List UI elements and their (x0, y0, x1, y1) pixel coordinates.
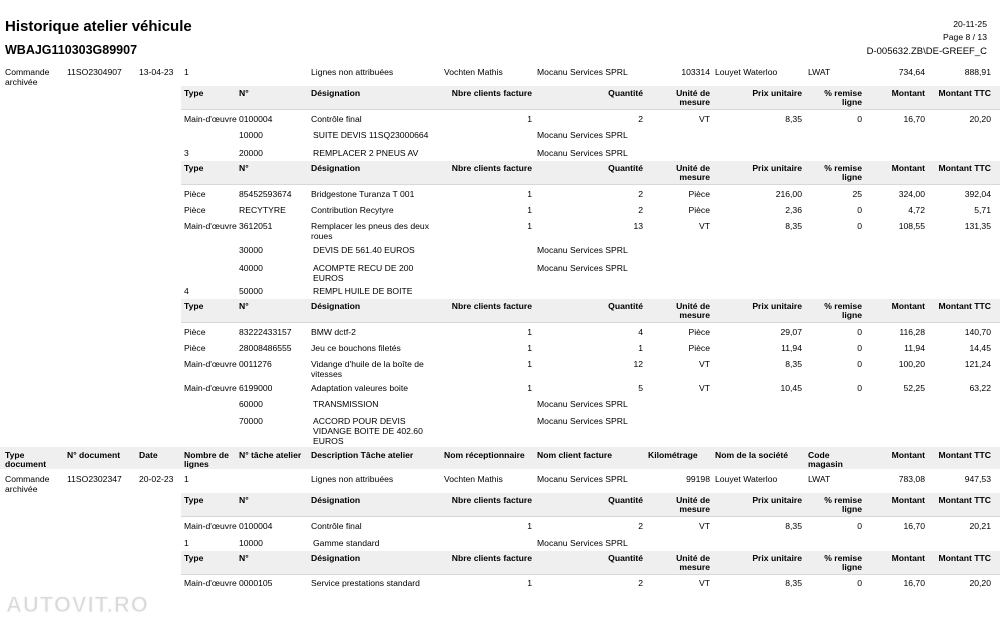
item-amount-incl-tax: 140,70 (964, 327, 991, 337)
item-quantity: 2 (638, 114, 643, 124)
col-header-amount-incl-tax: Montant TTC (938, 301, 991, 311)
col-header-quantity: Quantité (608, 301, 643, 311)
col-header-amount: Montant (891, 88, 925, 98)
item-unit-price: 8,35 (785, 359, 802, 369)
task-description: Lignes non attribuées (311, 67, 394, 77)
task-number: 1 (184, 538, 189, 548)
line-number: 30000 (239, 245, 263, 255)
col-header-amount-incl-tax: Montant TTC (938, 495, 991, 505)
item-unit: VT (699, 221, 710, 231)
line-number: 50000 (239, 286, 263, 296)
item-amount: 108,55 (898, 221, 925, 231)
item-client-count: 1 (527, 383, 532, 393)
item-amount-incl-tax: 5,71 (974, 205, 991, 215)
item-amount: 4,72 (908, 205, 925, 215)
col-header-discount-2: ligne (841, 562, 862, 572)
col-header-discount: % remise (824, 553, 862, 563)
header-separator (181, 516, 1000, 517)
invoice-client-name: Mocanu Services SPRL (537, 399, 628, 409)
item-designation: Remplacer les pneus des deux roues (311, 221, 429, 241)
item-amount: 100,20 (898, 359, 925, 369)
amount: 734,64 (898, 67, 925, 77)
item-designation: BMW dctf-2 (311, 327, 356, 337)
company-name: Louyet Waterloo (715, 474, 778, 484)
invoice-client-name: Mocanu Services SPRL (537, 474, 628, 484)
comment-text: TRANSMISSION (313, 399, 379, 409)
document-reference: D-005632.ZB\DE-GREEF_C (866, 46, 987, 57)
line-number: 70000 (239, 416, 263, 426)
item-header-band (181, 551, 1000, 574)
comment-text: SUITE DEVIS 11SQ23000664 (313, 130, 429, 140)
task-text: Gamme standard (313, 538, 380, 548)
item-amount: 16,70 (903, 114, 925, 124)
col-header-designation: Désignation (311, 163, 361, 173)
col-header-amount: Montant (891, 553, 925, 563)
line-number: 10000 (239, 130, 263, 140)
item-unit-price: 8,35 (785, 521, 802, 531)
mileage: 99198 (686, 474, 710, 484)
item-amount-incl-tax: 20,20 (969, 578, 991, 588)
col-header-type: Type (184, 301, 204, 311)
col-header-discount: % remise (824, 88, 862, 98)
doc-line-count: 1 (184, 67, 189, 77)
item-client-count: 1 (527, 189, 532, 199)
col-header-type: Type (184, 88, 204, 98)
item-amount-incl-tax: 392,04 (964, 189, 991, 199)
item-unit-price: 10,45 (780, 383, 802, 393)
item-amount-incl-tax: 20,21 (969, 521, 991, 531)
doc-line-count: 1 (184, 474, 189, 484)
invoice-client-name: Mocanu Services SPRL (537, 130, 628, 140)
item-designation: Jeu ce bouchons filetés (311, 343, 401, 353)
task-text: REMPL HUILE DE BOITE (313, 286, 413, 296)
item-number: RECYTYRE (239, 205, 286, 215)
item-amount-incl-tax: 20,20 (969, 114, 991, 124)
col-header-unit-2: mesure (679, 310, 710, 320)
col-header-company: Nom de la société (715, 450, 789, 460)
amount-incl-tax: 888,91 (964, 67, 991, 77)
col-header-number: N° (239, 495, 249, 505)
col-header-unit-2: mesure (679, 172, 710, 182)
col-header-discount: % remise (824, 163, 862, 173)
col-header-type: Type (184, 163, 204, 173)
invoice-client-name: Mocanu Services SPRL (537, 148, 628, 158)
item-quantity: 2 (638, 578, 643, 588)
item-type: Main-d'œuvre (184, 221, 237, 231)
item-header-band (181, 299, 1000, 322)
comment-text: ACCORD POUR DEVIS VIDANGE BOITE DE 402.60 EUROS (313, 416, 423, 446)
col-header-date: Date (139, 450, 158, 460)
col-header-discount-2: ligne (841, 504, 862, 514)
item-type: Pièce (184, 189, 206, 199)
item-amount: 116,28 (899, 327, 925, 337)
receptionist-name: Vochten Mathis (444, 474, 503, 484)
col-header-store-code-2: magasin (808, 459, 843, 469)
item-type: Main-d'œuvre (184, 114, 237, 124)
col-header-discount-2: ligne (841, 172, 862, 182)
item-client-count: 1 (527, 521, 532, 531)
col-header-quantity: Quantité (608, 88, 643, 98)
col-header-unit: Unité de (676, 163, 710, 173)
col-header-line-count-2: lignes (184, 459, 209, 469)
doc-type: Commande archivée (5, 474, 50, 494)
print-date: 20-11-25 (953, 19, 987, 29)
col-header-unit: Unité de (676, 553, 710, 563)
col-header-unit-price: Prix unitaire (752, 163, 802, 173)
item-discount: 0 (857, 359, 862, 369)
header-separator (181, 109, 1000, 110)
item-number: 28008486555 (239, 343, 292, 353)
col-header-number: N° (239, 301, 249, 311)
item-unit-price: 8,35 (785, 114, 802, 124)
doc-type: Commande archivée (5, 67, 50, 87)
col-header-task-description: Description Tâche atelier (311, 450, 414, 460)
amount: 783,08 (898, 474, 925, 484)
item-number: 0000105 (239, 578, 273, 588)
col-header-store-code: Code (808, 450, 830, 460)
line-number: 40000 (239, 263, 263, 273)
item-discount: 0 (857, 383, 862, 393)
item-unit: Pièce (688, 205, 710, 215)
col-header-quantity: Quantité (608, 163, 643, 173)
item-client-count: 1 (527, 205, 532, 215)
invoice-client-name: Mocanu Services SPRL (537, 67, 628, 77)
item-type: Main-d'œuvre (184, 521, 237, 531)
item-quantity: 5 (638, 383, 643, 393)
item-unit: VT (699, 114, 710, 124)
line-number: 10000 (239, 538, 263, 548)
col-header-discount-2: ligne (841, 310, 862, 320)
col-header-unit: Unité de (676, 301, 710, 311)
col-header-number: N° (239, 163, 249, 173)
task-number: 4 (184, 286, 189, 296)
item-quantity: 2 (638, 521, 643, 531)
item-unit: VT (699, 578, 710, 588)
col-header-type: Type (184, 553, 204, 563)
col-header-discount: % remise (824, 495, 862, 505)
item-number: 0100004 (239, 114, 273, 124)
item-discount: 0 (857, 327, 862, 337)
invoice-client-name: Mocanu Services SPRL (537, 263, 628, 273)
watermark-logo: AUTOVIT.RO (6, 592, 149, 617)
item-amount: 52,25 (903, 383, 925, 393)
item-client-count: 1 (527, 359, 532, 369)
col-header-client-count: Nbre clients facture (451, 301, 532, 311)
col-header-unit-price: Prix unitaire (752, 553, 802, 563)
item-unit-price: 11,94 (781, 343, 802, 353)
item-discount: 0 (857, 521, 862, 531)
col-header-number: N° (239, 88, 249, 98)
item-quantity: 12 (633, 359, 643, 369)
item-quantity: 13 (633, 221, 643, 231)
item-quantity: 4 (638, 327, 643, 337)
col-header-amount: Montant (891, 450, 925, 460)
col-header-quantity: Quantité (608, 553, 643, 563)
col-header-client: Nom client facture (537, 450, 612, 460)
item-amount: 16,70 (903, 578, 925, 588)
comment-text: ACOMPTE RECU DE 200 EUROS (313, 263, 414, 283)
item-amount-incl-tax: 63,22 (969, 383, 991, 393)
item-unit-price: 8,35 (785, 578, 802, 588)
item-number: 85452593674 (239, 189, 292, 199)
item-amount-incl-tax: 14,45 (969, 343, 991, 353)
doc-number: 11SO2302347 (67, 474, 122, 484)
item-designation: Contribution Recytyre (311, 205, 394, 215)
item-client-count: 1 (527, 221, 532, 231)
item-type: Pièce (184, 343, 206, 353)
col-header-quantity: Quantité (608, 495, 643, 505)
header-separator (181, 574, 1000, 575)
col-header-amount: Montant (891, 495, 925, 505)
col-header-unit: Unité de (676, 88, 710, 98)
amount-incl-tax: 947,53 (964, 474, 991, 484)
item-amount: 11,94 (904, 343, 925, 353)
item-designation: Vidange d'huile de la boîte de vitesses (311, 359, 424, 379)
store-code: LWAT (808, 67, 831, 77)
col-header-amount-incl-tax: Montant TTC (938, 163, 991, 173)
col-header-designation: Désignation (311, 301, 361, 311)
col-header-unit: Unité de (676, 495, 710, 505)
item-amount-incl-tax: 131,35 (964, 221, 991, 231)
col-header-client-count: Nbre clients facture (451, 495, 532, 505)
item-unit: VT (699, 521, 710, 531)
item-discount: 0 (857, 114, 862, 124)
item-unit: VT (699, 383, 710, 393)
col-header-amount: Montant (891, 301, 925, 311)
col-header-doc-number: N° document (67, 450, 121, 460)
task-number: 3 (184, 148, 189, 158)
item-unit: Pièce (688, 189, 710, 199)
item-type: Main-d'œuvre (184, 359, 237, 369)
item-header-band (181, 493, 1000, 516)
item-discount: 0 (857, 205, 862, 215)
item-header-band (181, 161, 1000, 184)
item-designation: Contrôle final (311, 114, 362, 124)
item-number: 0011276 (239, 359, 272, 369)
item-unit-price: 2,36 (785, 205, 802, 215)
invoice-client-name: Mocanu Services SPRL (537, 245, 628, 255)
doc-date: 20-02-23 (139, 474, 174, 484)
item-quantity: 2 (638, 205, 643, 215)
col-header-type: Type (5, 450, 25, 460)
item-number: 3612051 (239, 221, 273, 231)
item-discount: 0 (857, 343, 862, 353)
col-header-client-count: Nbre clients facture (451, 88, 532, 98)
item-unit-price: 8,35 (785, 221, 802, 231)
col-header-designation: Désignation (311, 553, 361, 563)
item-number: 83222433157 (239, 327, 292, 337)
item-unit-price: 29,07 (780, 327, 802, 337)
receptionist-name: Vochten Mathis (444, 67, 503, 77)
item-unit: VT (699, 359, 710, 369)
comment-text: DEVIS DE 561.40 EUROS (313, 245, 415, 255)
task-description: Lignes non attribuées (311, 474, 394, 484)
item-amount: 16,70 (903, 521, 925, 531)
col-header-unit-price: Prix unitaire (752, 495, 802, 505)
col-header-amount-incl-tax: Montant TTC (938, 450, 991, 460)
col-header-unit-2: mesure (679, 504, 710, 514)
col-header-unit-price: Prix unitaire (752, 88, 802, 98)
item-designation: Contrôle final (311, 521, 362, 531)
header-separator (181, 322, 1000, 323)
item-client-count: 1 (527, 578, 532, 588)
col-header-discount: % remise (824, 301, 862, 311)
item-designation: Bridgestone Turanza T 001 (311, 189, 415, 199)
col-header-receptionist: Nom réceptionnaire (444, 450, 525, 460)
item-amount-incl-tax: 121,24 (964, 359, 991, 369)
col-header-line-count: Nombre de (184, 450, 229, 460)
header-separator (181, 184, 1000, 185)
doc-date: 13-04-23 (139, 67, 174, 77)
company-name: Louyet Waterloo (715, 67, 778, 77)
item-client-count: 1 (527, 114, 532, 124)
item-header-band (181, 86, 1000, 109)
item-type: Pièce (184, 205, 206, 215)
item-designation: Adaptation valeures boite (311, 383, 408, 393)
col-header-number: N° (239, 553, 249, 563)
item-amount: 324,00 (898, 189, 925, 199)
item-quantity: 1 (638, 343, 643, 353)
item-number: 6199000 (239, 383, 273, 393)
col-header-amount-incl-tax: Montant TTC (938, 88, 991, 98)
col-header-unit-price: Prix unitaire (752, 301, 802, 311)
item-number: 0100004 (239, 521, 273, 531)
item-quantity: 2 (638, 189, 643, 199)
item-type: Pièce (184, 327, 206, 337)
invoice-client-name: Mocanu Services SPRL (537, 416, 628, 426)
doc-number: 11SO2304907 (67, 67, 122, 77)
col-header-amount: Montant (891, 163, 925, 173)
item-type: Main-d'œuvre (184, 578, 237, 588)
col-header-amount-incl-tax: Montant TTC (938, 553, 991, 563)
col-header-designation: Désignation (311, 495, 361, 505)
col-header-type-2: document (5, 459, 47, 469)
item-discount: 0 (857, 221, 862, 231)
col-header-unit-2: mesure (679, 97, 710, 107)
item-unit: Pièce (688, 343, 710, 353)
col-header-unit-2: mesure (679, 562, 710, 572)
col-header-mileage: Kilométrage (648, 450, 698, 460)
item-client-count: 1 (527, 343, 532, 353)
item-unit: Pièce (688, 327, 710, 337)
page-number: Page 8 / 13 (943, 32, 987, 42)
col-header-discount-2: ligne (841, 97, 862, 107)
col-header-client-count: Nbre clients facture (451, 163, 532, 173)
item-discount: 25 (852, 189, 862, 199)
item-type: Main-d'œuvre (184, 383, 237, 393)
line-number: 60000 (239, 399, 263, 409)
item-designation: Service prestations standard (311, 578, 420, 588)
invoice-client-name: Mocanu Services SPRL (537, 538, 628, 548)
item-discount: 0 (857, 578, 862, 588)
page-title: Historique atelier véhicule (5, 18, 192, 35)
col-header-task-number: N° tâche atelier (239, 450, 302, 460)
mileage: 103314 (681, 67, 710, 77)
task-text: REMPLACER 2 PNEUS AV (313, 148, 419, 158)
item-unit-price: 216,00 (775, 189, 802, 199)
store-code: LWAT (808, 474, 831, 484)
col-header-type: Type (184, 495, 204, 505)
col-header-designation: Désignation (311, 88, 361, 98)
line-number: 20000 (239, 148, 263, 158)
item-client-count: 1 (527, 327, 532, 337)
vin-number: WBAJG110303G89907 (5, 43, 138, 57)
col-header-client-count: Nbre clients facture (451, 553, 532, 563)
